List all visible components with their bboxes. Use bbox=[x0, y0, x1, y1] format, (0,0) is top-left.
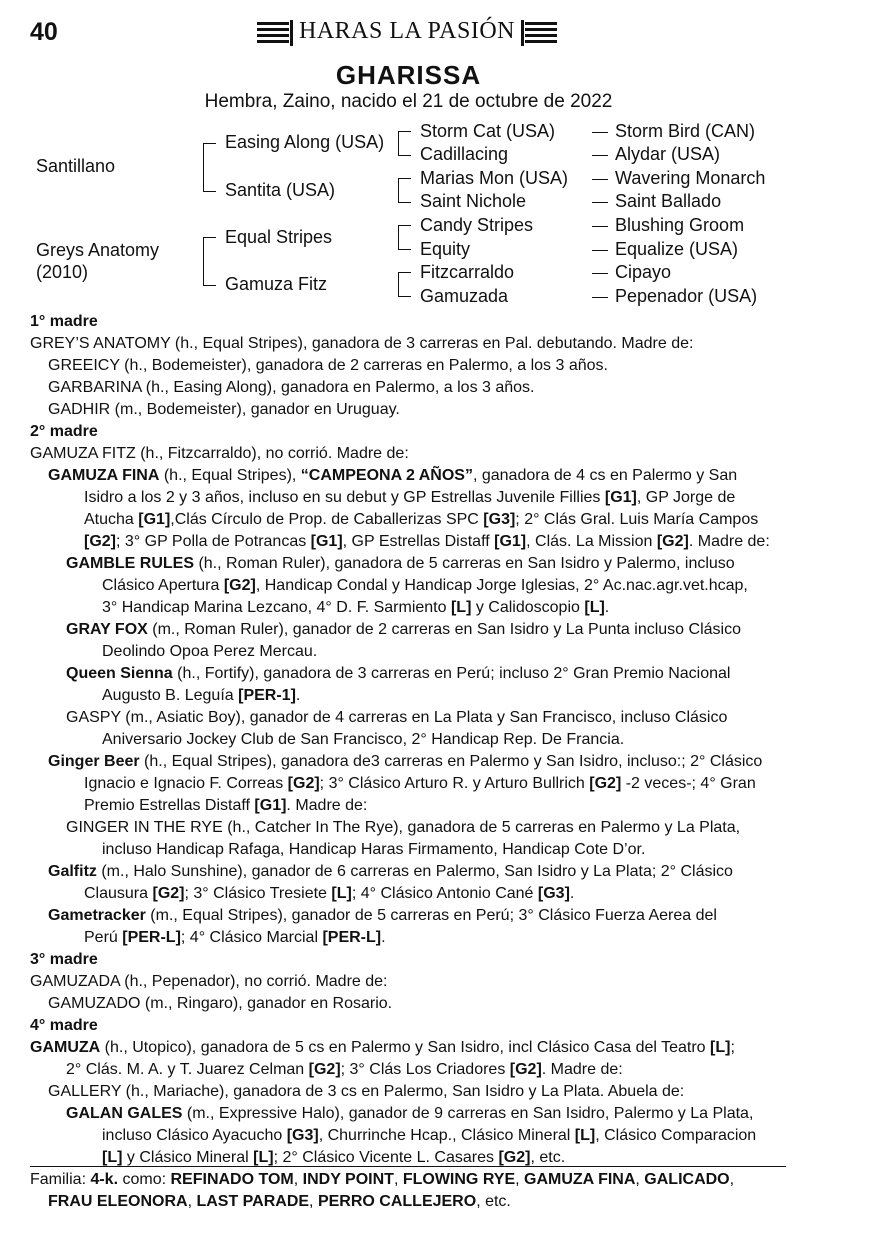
pedigree-gen3: Storm Cat (USA) bbox=[420, 121, 556, 141]
text-segment: 1° madre bbox=[30, 313, 98, 330]
pedigree-dash bbox=[592, 250, 608, 251]
bold-text: [G1] bbox=[494, 533, 527, 550]
record-line bbox=[30, 927, 790, 949]
bold-text: [G2] bbox=[223, 577, 256, 594]
bold-text: [G1] bbox=[604, 489, 637, 506]
pedigree-dam-year: (2010) bbox=[36, 262, 89, 282]
bold-text: [L] bbox=[253, 1149, 274, 1166]
text-segment: GARBARINA (h., Easing Along), ganadora en Palermo, a los 3 años. bbox=[48, 379, 535, 396]
text-segment: , Clás. La Mission bbox=[526, 533, 657, 550]
record-line bbox=[30, 795, 790, 817]
pedigree-bracket bbox=[398, 272, 411, 297]
pedigree-gen3: Cadillacing bbox=[420, 144, 509, 164]
record-line bbox=[30, 465, 790, 487]
bold-text: GAMUZA bbox=[30, 1039, 101, 1056]
horse-name: GHARISSA bbox=[335, 60, 482, 90]
text-segment: , etc. bbox=[476, 1193, 511, 1210]
text-segment: , bbox=[293, 1171, 303, 1188]
pedigree-gen2: Gamuza Fitz bbox=[225, 274, 328, 294]
text-segment: GREEICY (h., Bodemeister), ganadora de 2 carreras en Palermo, a los 3 años. bbox=[48, 357, 608, 374]
text-segment: , Churrinche Hcap., Clásico Mineral bbox=[318, 1127, 575, 1144]
record-line bbox=[30, 839, 790, 861]
text-segment: 3° Handicap Marina Lezcano, 4° D. F. Sarmiento bbox=[102, 599, 451, 616]
text-segment: , Clásico Comparacion bbox=[595, 1127, 757, 1144]
record-line bbox=[30, 883, 790, 905]
text-segment: incluso Clásico Ayacucho bbox=[102, 1127, 287, 1144]
bold-text: GAMBLE RULES bbox=[66, 555, 194, 572]
brand-header bbox=[257, 18, 557, 48]
pedigree-dash bbox=[592, 273, 608, 274]
bold-text: [L] bbox=[584, 599, 605, 616]
text-segment: , bbox=[515, 1171, 525, 1188]
bold-text: INDY POINT bbox=[302, 1171, 394, 1188]
text-segment: Isidro a los 2 y 3 años, incluso en su debut y GP Estrellas Juvenile Fillies bbox=[84, 489, 605, 506]
bold-text: Ginger Beer bbox=[48, 753, 140, 770]
pedigree-gen3: Saint Nichole bbox=[420, 191, 527, 211]
record-line bbox=[30, 685, 790, 707]
text-segment: (m., Equal Stripes), ganador de 5 carreras en Perú; 3° Clásico Fuerza Aerea del bbox=[145, 907, 717, 924]
text-segment: ; 4° Clásico Antonio Cané bbox=[351, 885, 538, 902]
pedigree-gen3: Gamuzada bbox=[420, 286, 509, 306]
pedigree-bracket bbox=[398, 131, 411, 156]
text-segment: GADHIR (m., Bodemeister), ganador en Uruguay. bbox=[48, 401, 400, 418]
text-segment: . bbox=[569, 885, 575, 902]
text-segment: y Clásico Mineral bbox=[122, 1149, 254, 1166]
text-segment: . Madre de: bbox=[541, 1061, 623, 1078]
text-segment: ; 3° Clásico Arturo R. y Arturo Bullrich bbox=[319, 775, 590, 792]
text-segment: , bbox=[309, 1193, 318, 1210]
record-line bbox=[30, 729, 790, 751]
pedigree-dash bbox=[592, 155, 608, 156]
pedigree-gen4: Cipayo bbox=[615, 262, 672, 282]
record-line bbox=[30, 487, 790, 509]
bold-text: GALAN GALES bbox=[66, 1105, 183, 1122]
bold-text: [G1] bbox=[254, 797, 287, 814]
text-segment: ; 3° Clásico Tresiete bbox=[184, 885, 332, 902]
pedigree-dash bbox=[592, 226, 608, 227]
record-line bbox=[30, 553, 790, 575]
text-segment: , bbox=[393, 1171, 403, 1188]
bold-text: [L] bbox=[710, 1039, 731, 1056]
text-segment: . bbox=[295, 687, 301, 704]
pedigree-gen4: Saint Ballado bbox=[615, 191, 722, 211]
pedigree-dash bbox=[592, 297, 608, 298]
text-segment: Premio Estrellas Distaff bbox=[84, 797, 255, 814]
bold-text: [G3] bbox=[537, 885, 570, 902]
record-line bbox=[30, 377, 790, 399]
text-segment: ; 4° Clásico Marcial bbox=[180, 929, 323, 946]
pedigree-gen4: Alydar (USA) bbox=[615, 144, 721, 164]
text-segment: . bbox=[381, 929, 386, 946]
record-line bbox=[30, 861, 790, 883]
pedigree-gen4: Pepenador (USA) bbox=[615, 286, 758, 306]
bold-text: [G2] bbox=[498, 1149, 531, 1166]
section-heading bbox=[30, 311, 790, 333]
text-segment: GREY’S ANATOMY (h., Equal Stripes), ganadora de 3 carreras en Pal. debutando. Madre de: bbox=[30, 335, 694, 352]
record-line bbox=[30, 597, 790, 619]
record-line bbox=[30, 905, 790, 927]
pedigree-gen3: Marias Mon (USA) bbox=[420, 168, 569, 188]
bold-text: [G1] bbox=[310, 533, 343, 550]
record-line bbox=[30, 1103, 790, 1125]
text-segment: 4° madre bbox=[30, 1017, 98, 1034]
bold-text: GRAY FOX bbox=[66, 621, 148, 638]
text-segment: GAMUZADO (m., Ringaro), ganador en Rosario. bbox=[48, 995, 393, 1012]
bold-text: [G2] bbox=[308, 1061, 341, 1078]
text-segment: (h., Roman Ruler), ganadora de 5 carreras en San Isidro y Palermo, incluso bbox=[194, 555, 735, 572]
text-segment: GALLERY (h., Mariache), ganadora de 3 cs en Palermo, San Isidro y La Plata. Abuela de: bbox=[48, 1083, 685, 1100]
family-divider bbox=[30, 1166, 786, 1167]
record-line bbox=[30, 443, 790, 465]
text-segment: (m., Expressive Halo), ganador de 9 carreras en San Isidro, Palermo y La Plata, bbox=[182, 1105, 754, 1122]
text-segment: como: bbox=[118, 1171, 171, 1188]
text-segment: , bbox=[187, 1193, 197, 1210]
pedigree-bracket bbox=[203, 143, 216, 192]
bold-text: [G2] bbox=[287, 775, 320, 792]
pedigree-dash bbox=[592, 132, 608, 133]
bold-text: [G3] bbox=[483, 511, 516, 528]
text-segment: , GP Estrellas Distaff bbox=[342, 533, 495, 550]
brand-ornament-left-icon bbox=[257, 22, 289, 44]
text-segment: 3° madre bbox=[30, 951, 98, 968]
record-line bbox=[30, 1059, 790, 1081]
record-line bbox=[30, 531, 790, 553]
text-segment: Atucha bbox=[84, 511, 139, 528]
text-segment: Ignacio e Ignacio F. Correas bbox=[84, 775, 288, 792]
bold-text: [PER-L] bbox=[122, 929, 181, 946]
text-segment: Aniversario Jockey Club de San Francisco, 2° Handicap Rep. De Francia. bbox=[102, 731, 625, 748]
text-segment: , bbox=[729, 1171, 735, 1188]
bold-text: FRAU ELEONORA bbox=[48, 1193, 188, 1210]
bold-text: PERRO CALLEJERO bbox=[317, 1193, 477, 1210]
record-line bbox=[30, 575, 790, 597]
record-line bbox=[30, 663, 790, 685]
text-segment: GAMUZADA (h., Pepenador), no corrió. Madre de: bbox=[30, 973, 388, 990]
record-line bbox=[30, 773, 790, 795]
section-heading bbox=[30, 949, 790, 971]
text-segment: Deolindo Opoa Perez Mercau. bbox=[102, 643, 318, 660]
text-segment: ; 3° GP Polla de Potrancas bbox=[116, 533, 311, 550]
bold-text: [L] bbox=[574, 1127, 596, 1144]
pedigree-dam: Greys Anatomy bbox=[36, 240, 160, 260]
text-segment: , etc. bbox=[530, 1149, 566, 1166]
text-segment: (m., Roman Ruler), ganador de 2 carreras en San Isidro y La Punta incluso Clásico bbox=[147, 621, 741, 638]
pedigree-bracket bbox=[398, 225, 411, 250]
pedigree-gen4: Blushing Groom bbox=[615, 215, 745, 235]
text-segment: , Handicap Condal y Handicap Jorge Iglesias, 2° Ac.nac.agr.vet.hcap, bbox=[255, 577, 748, 594]
bold-text: [G2] bbox=[656, 533, 689, 550]
text-segment: Familia: bbox=[30, 1171, 91, 1188]
text-segment: , GP Jorge de bbox=[636, 489, 736, 506]
bold-text: REFINADO TOM bbox=[170, 1171, 294, 1188]
bold-text: [G2] bbox=[84, 533, 116, 550]
bold-text: Gametracker bbox=[48, 907, 146, 924]
record-line bbox=[30, 1169, 790, 1191]
bold-text: [L] bbox=[102, 1149, 123, 1166]
text-segment: Clásico Apertura bbox=[102, 577, 224, 594]
record-line bbox=[30, 817, 790, 839]
bold-text: [PER-L] bbox=[322, 929, 382, 946]
text-segment: GINGER IN THE RYE (h., Catcher In The Rye), ganadora de 5 carreras en Palermo y La Plata, bbox=[66, 819, 741, 836]
bold-text: [G1] bbox=[138, 511, 171, 528]
pedigree-gen3: Equity bbox=[420, 239, 471, 259]
pedigree-gen4: Equalize (USA) bbox=[615, 239, 739, 259]
brand-ornament-right-icon bbox=[525, 22, 557, 44]
bold-text: [L] bbox=[450, 599, 472, 616]
pedigree-gen2: Easing Along (USA) bbox=[225, 132, 385, 152]
text-segment: . Madre de: bbox=[286, 797, 368, 814]
pedigree-bracket bbox=[203, 237, 216, 286]
record-line bbox=[30, 399, 790, 421]
text-segment: (h., Utopico), ganadora de 5 cs en Palermo y San Isidro, incl Clásico Casa del Teatro bbox=[100, 1039, 711, 1056]
record-line bbox=[30, 355, 790, 377]
pedigree-gen3: Candy Stripes bbox=[420, 215, 534, 235]
bold-text: [G2] bbox=[152, 885, 185, 902]
family-record bbox=[30, 311, 790, 1213]
bold-text: [G2] bbox=[509, 1061, 542, 1078]
record-line bbox=[30, 1081, 790, 1103]
text-segment: ; 2° Clásico Vicente L. Casares bbox=[273, 1149, 499, 1166]
text-segment: . Madre de: bbox=[688, 533, 770, 550]
text-segment: . bbox=[604, 599, 610, 616]
record-line bbox=[30, 971, 790, 993]
bold-text: 4-k. bbox=[90, 1171, 119, 1188]
bold-text: LAST PARADE bbox=[196, 1193, 310, 1210]
text-segment: Clausura bbox=[84, 885, 153, 902]
text-segment: , ganadora de 4 cs en Palermo y San bbox=[472, 467, 738, 484]
bold-text: Galfitz bbox=[48, 863, 97, 880]
text-segment: -2 veces-; 4° Gran bbox=[621, 775, 756, 792]
pedigree-dash bbox=[592, 202, 608, 203]
record-line bbox=[30, 619, 790, 641]
text-segment: GAMUZA FITZ (h., Fitzcarraldo), no corrió. Madre de: bbox=[30, 445, 409, 462]
text-segment: , bbox=[635, 1171, 645, 1188]
record-line bbox=[30, 1037, 790, 1059]
record-line bbox=[30, 751, 790, 773]
text-segment: ; 3° Clás Los Criadores bbox=[340, 1061, 510, 1078]
pedigree-gen2: Equal Stripes bbox=[225, 227, 333, 247]
bold-text: [L] bbox=[331, 885, 352, 902]
text-segment: 2° madre bbox=[30, 423, 98, 440]
pedigree-gen2: Santita (USA) bbox=[225, 180, 336, 200]
bold-text: GAMUZA FINA bbox=[48, 467, 160, 484]
text-segment: ,Clás Círculo de Prop. de Caballerizas SPC bbox=[170, 511, 484, 528]
pedigree-gen4: Storm Bird (CAN) bbox=[615, 121, 756, 141]
pedigree-gen4: Wavering Monarch bbox=[615, 168, 766, 188]
record-line bbox=[30, 1191, 790, 1213]
pedigree-sire: Santillano bbox=[36, 156, 116, 176]
record-line bbox=[30, 1125, 790, 1147]
text-segment: y Calidoscopio bbox=[471, 599, 585, 616]
text-segment: Perú bbox=[84, 929, 123, 946]
bold-text: GAMUZA FINA bbox=[524, 1171, 636, 1188]
page-number: 40 bbox=[30, 18, 58, 46]
text-segment: ; bbox=[730, 1039, 735, 1056]
bold-text: “CAMPEONA 2 AÑOS” bbox=[300, 467, 473, 484]
horse-subtitle: Hembra, Zaino, nacido el 21 de octubre de 2022 bbox=[204, 91, 613, 112]
bold-text: Queen Sienna bbox=[66, 665, 173, 682]
section-heading bbox=[30, 421, 790, 443]
pedigree-dash bbox=[592, 179, 608, 180]
text-segment: 2° Clás. M. A. y T. Juarez Celman bbox=[66, 1061, 309, 1078]
bold-text: [PER-1] bbox=[238, 687, 296, 704]
text-segment: (h., Equal Stripes), bbox=[159, 467, 301, 484]
pedigree-gen3: Fitzcarraldo bbox=[420, 262, 515, 282]
bold-text: FLOWING RYE bbox=[402, 1171, 516, 1188]
text-segment: incluso Handicap Rafaga, Handicap Haras Firmamento, Handicap Cote D’or. bbox=[102, 841, 646, 858]
pedigree-bracket bbox=[398, 178, 411, 203]
text-segment: (m., Halo Sunshine), ganador de 6 carreras en Palermo, San Isidro y La Plata; 2° Clásico bbox=[96, 863, 733, 880]
text-segment: Augusto B. Leguía bbox=[102, 687, 239, 704]
bold-text: [G2] bbox=[589, 775, 622, 792]
section-heading bbox=[30, 1015, 790, 1037]
record-line bbox=[30, 707, 790, 729]
record-line bbox=[30, 641, 790, 663]
record-line bbox=[30, 509, 790, 531]
bold-text: [G3] bbox=[286, 1127, 319, 1144]
text-segment: GASPY (m., Asiatic Boy), ganador de 4 carreras en La Plata y San Francisco, incluso Clásico bbox=[66, 709, 728, 726]
bold-text: GALICADO bbox=[644, 1171, 730, 1188]
record-line bbox=[30, 993, 790, 1015]
record-line bbox=[30, 333, 790, 355]
brand-name: HARAS LA PASIÓN bbox=[299, 18, 515, 44]
text-segment: ; 2° Clás Gral. Luis María Campos bbox=[515, 511, 759, 528]
text-segment: (h., Equal Stripes), ganadora de3 carreras en Palermo y San Isidro, incluso:; 2° Clásico bbox=[139, 753, 763, 770]
text-segment: (h., Fortify), ganadora de 3 carreras en Perú; incluso 2° Gran Premio Nacional bbox=[172, 665, 731, 682]
